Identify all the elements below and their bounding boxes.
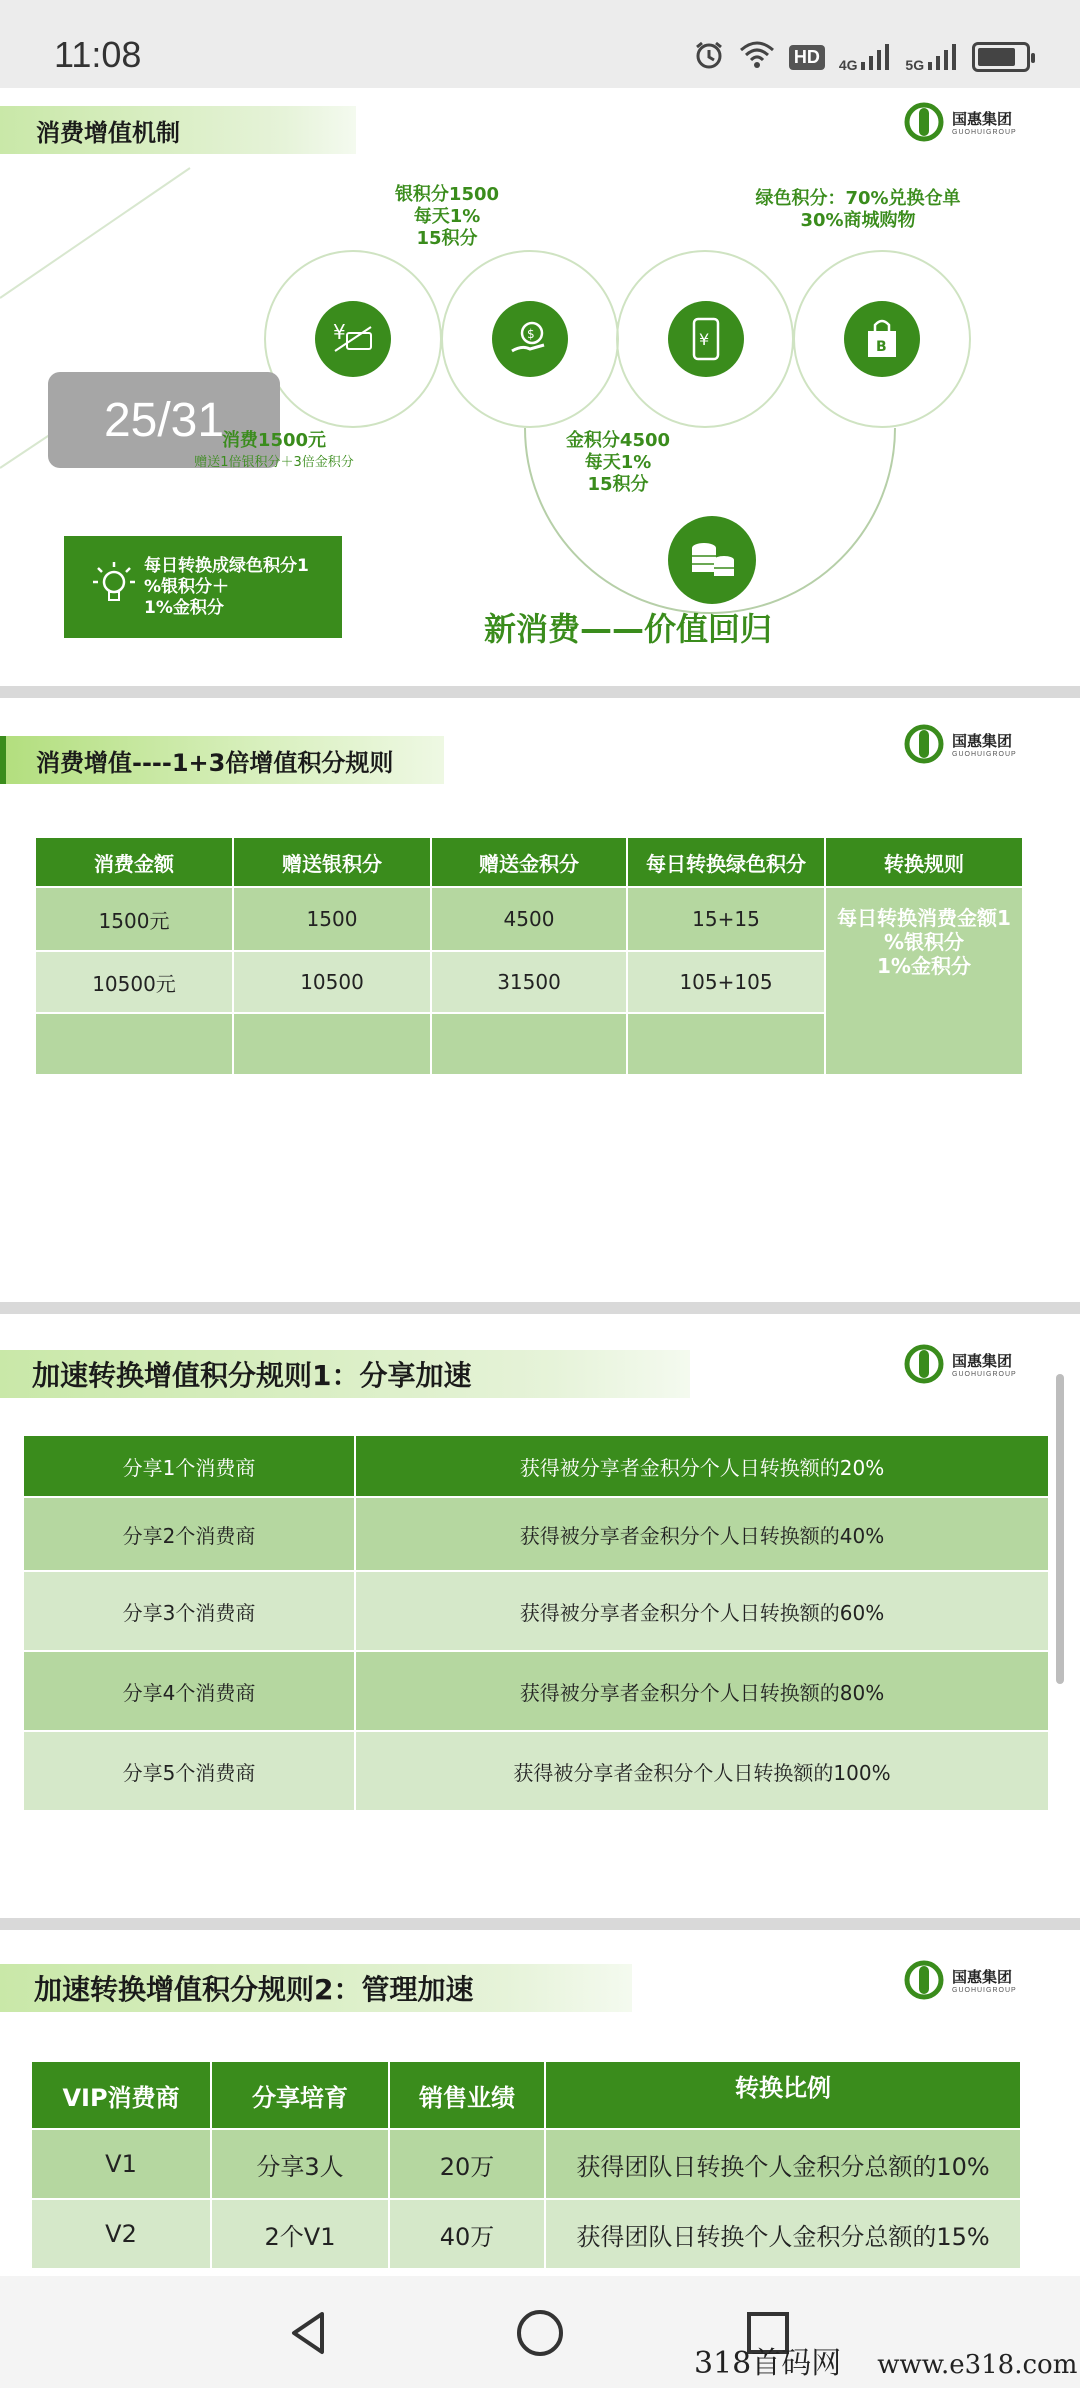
signal-4g-icon <box>839 42 892 73</box>
net1-label: 4G <box>838 56 858 73</box>
table-cell: 分享3人 <box>211 2129 389 2199</box>
gold-line-1: 金积分4500 <box>565 430 671 451</box>
header-cell: 销售业绩 <box>389 2061 545 2129</box>
table-cell: 31500 <box>431 951 627 1013</box>
table-cell: 分享3个消费商 <box>23 1571 355 1651</box>
coin-hand-icon <box>492 301 568 377</box>
table-cell <box>233 1013 431 1075</box>
logo-mark-icon <box>904 724 944 764</box>
box-line-3: 1%金积分 <box>144 597 224 618</box>
table-cell: 4500 <box>431 887 627 951</box>
table-row <box>31 2129 1021 2199</box>
table-header-row <box>35 837 1023 887</box>
table-cell: 获得被分享者金积分个人日转换额的80% <box>355 1651 1049 1731</box>
watermark <box>694 2338 1077 2382</box>
table-row <box>23 1571 1049 1651</box>
gold-points-annotation <box>548 430 688 496</box>
company-logo <box>904 1956 1034 2004</box>
rule-line-3: 1%金积分 <box>877 954 971 978</box>
table-cell <box>431 1013 627 1075</box>
silver-line-1: 银积分1500 <box>394 184 500 205</box>
status-icons <box>693 36 1030 78</box>
slide-share-acceleration <box>0 1314 1080 1920</box>
logo-cn: 国惠集团 <box>952 732 1013 750</box>
slide2-title-band <box>0 736 444 784</box>
hd-icon: HD <box>789 45 825 70</box>
svg-text:$: $ <box>527 327 535 341</box>
silver-line-3: 15积分 <box>416 228 478 249</box>
table-cell: 分享4个消费商 <box>23 1651 355 1731</box>
slide-1plus3-rules <box>0 698 1080 1304</box>
scrollbar[interactable] <box>1056 1374 1064 1684</box>
silver-line-2: 每天1% <box>413 206 481 227</box>
logo-en: GUOHUIGROUP <box>952 751 1017 758</box>
slide4-title-band <box>0 1964 632 2012</box>
tagline: 新消费——价值回归 <box>484 610 773 648</box>
coins-stack-icon <box>668 516 756 604</box>
green-line-1: 绿色积分：70%兑换仓单 <box>755 188 961 209</box>
battery-fill <box>978 48 1015 66</box>
header-cell: 转换比例 <box>545 2061 1021 2129</box>
table-cell: V1 <box>31 2129 211 2199</box>
table-cell: 获得被分享者金积分个人日转换额的100% <box>355 1731 1049 1811</box>
clock: 11:08 <box>54 34 142 75</box>
slide2-title: 消费增值----1+3倍增值积分规则 <box>36 748 394 777</box>
header-cell: 赠送金积分 <box>431 837 627 887</box>
table-row <box>23 1497 1049 1571</box>
rule-line-2: %银积分 <box>883 930 965 954</box>
table-row <box>23 1651 1049 1731</box>
points-rule-table <box>34 836 1024 1076</box>
daily-conversion-text <box>144 556 309 619</box>
table-cell <box>627 1013 825 1075</box>
logo-mark-icon <box>904 1344 944 1384</box>
header-cell: VIP消费商 <box>31 2061 211 2129</box>
svg-text:B: B <box>876 339 887 355</box>
slide4-title: 加速转换增值积分规则2：管理加速 <box>34 1973 474 2006</box>
box-line-1: 每日转换成绿色积分1 <box>144 555 309 576</box>
company-logo <box>904 1340 1034 1388</box>
table-header-row <box>31 2061 1021 2129</box>
company-logo <box>904 720 1034 768</box>
rule-line-1: 每日转换消费金额1 <box>837 906 1011 930</box>
table-cell: 105+105 <box>627 951 825 1013</box>
slide-consumption-mechanism <box>0 88 1080 688</box>
table-cell: 获得团队日转换个人金积分总额的10% <box>545 2129 1021 2199</box>
slide3-title-band <box>0 1350 690 1398</box>
share-acceleration-table <box>22 1434 1050 1812</box>
table-cell: 分享2个消费商 <box>23 1497 355 1571</box>
watermark-url: www.e318.com <box>877 2350 1078 2380</box>
table-cell <box>35 1013 233 1075</box>
battery-icon <box>972 42 1030 72</box>
table-cell: 15+15 <box>627 887 825 951</box>
table-cell: 分享5个消费商 <box>23 1731 355 1811</box>
header-cell: 分享1个消费商 <box>23 1435 355 1497</box>
green-line-2: 30%商城购物 <box>800 210 916 231</box>
table-cell: 1500 <box>233 887 431 951</box>
page-number-badge: 25/31 <box>48 372 280 468</box>
conversion-rule-cell <box>825 887 1023 1075</box>
svg-text:¥: ¥ <box>333 320 346 344</box>
lightbulb-icon <box>92 560 136 614</box>
header-cell: 消费金额 <box>35 837 233 887</box>
table-cell: 10500元 <box>35 951 233 1013</box>
header-cell: 每日转换绿色积分 <box>627 837 825 887</box>
status-bar <box>0 0 1080 88</box>
logo-cn: 国惠集团 <box>952 110 1013 128</box>
table-header-row <box>23 1435 1049 1497</box>
slide-management-acceleration <box>0 1930 1080 2276</box>
wifi-icon <box>739 40 775 74</box>
table-row <box>23 1731 1049 1811</box>
consume-annotation <box>176 430 372 474</box>
header-cell: 转换规则 <box>825 837 1023 887</box>
back-triangle-icon[interactable] <box>274 2298 344 2368</box>
title-accent-bar <box>0 736 6 784</box>
silver-points-annotation <box>372 184 522 250</box>
yen-card-icon <box>315 301 391 377</box>
table-cell: 获得被分享者金积分个人日转换额的60% <box>355 1571 1049 1651</box>
gold-line-3: 15积分 <box>587 474 649 495</box>
logo-mark-icon <box>904 1960 944 2000</box>
logo-cn: 国惠集团 <box>952 1968 1013 1986</box>
table-cell: V2 <box>31 2199 211 2269</box>
signal-5g-icon <box>905 42 958 73</box>
consume-line-2: 赠送1倍银积分＋3倍金积分 <box>194 455 354 470</box>
alarm-icon <box>693 39 725 75</box>
slide-separator <box>0 686 1080 698</box>
table-cell: 1500元 <box>35 887 233 951</box>
table-row <box>35 887 1023 951</box>
table-cell: 20万 <box>389 2129 545 2199</box>
gold-line-2: 每天1% <box>584 452 652 473</box>
logo-en: GUOHUIGROUP <box>952 129 1017 136</box>
logo-en: GUOHUIGROUP <box>952 1371 1017 1378</box>
bag-icon <box>844 301 920 377</box>
table-cell: 2个V1 <box>211 2199 389 2269</box>
table-cell: 获得团队日转换个人金积分总额的15% <box>545 2199 1021 2269</box>
net2-label: 5G <box>905 56 925 73</box>
logo-en: GUOHUIGROUP <box>952 1987 1017 1994</box>
table-cell: 40万 <box>389 2199 545 2269</box>
table-cell: 10500 <box>233 951 431 1013</box>
header-cell: 获得被分享者金积分个人日转换额的20% <box>355 1435 1049 1497</box>
svg-text:¥: ¥ <box>699 330 710 349</box>
slide3-title: 加速转换增值积分规则1：分享加速 <box>32 1359 472 1392</box>
header-cell: 赠送银积分 <box>233 837 431 887</box>
daily-conversion-box <box>64 536 342 638</box>
logo-cn: 国惠集团 <box>952 1352 1013 1370</box>
table-row <box>31 2199 1021 2269</box>
navigation-bar <box>0 2276 1080 2388</box>
green-points-annotation <box>728 188 988 232</box>
management-acceleration-table <box>30 2060 1022 2270</box>
slide-separator <box>0 1302 1080 1314</box>
home-circle-icon[interactable] <box>505 2298 575 2368</box>
table-cell: 获得被分享者金积分个人日转换额的40% <box>355 1497 1049 1571</box>
box-line-2: %银积分＋ <box>144 576 230 597</box>
header-cell: 分享培育 <box>211 2061 389 2129</box>
yen-phone-icon <box>668 301 744 377</box>
slide-separator <box>0 1918 1080 1930</box>
slide1-title: 消费增值机制 <box>36 118 180 147</box>
watermark-site: 318首码网 <box>694 2346 842 2381</box>
consume-line-1: 消费1500元 <box>221 430 327 451</box>
